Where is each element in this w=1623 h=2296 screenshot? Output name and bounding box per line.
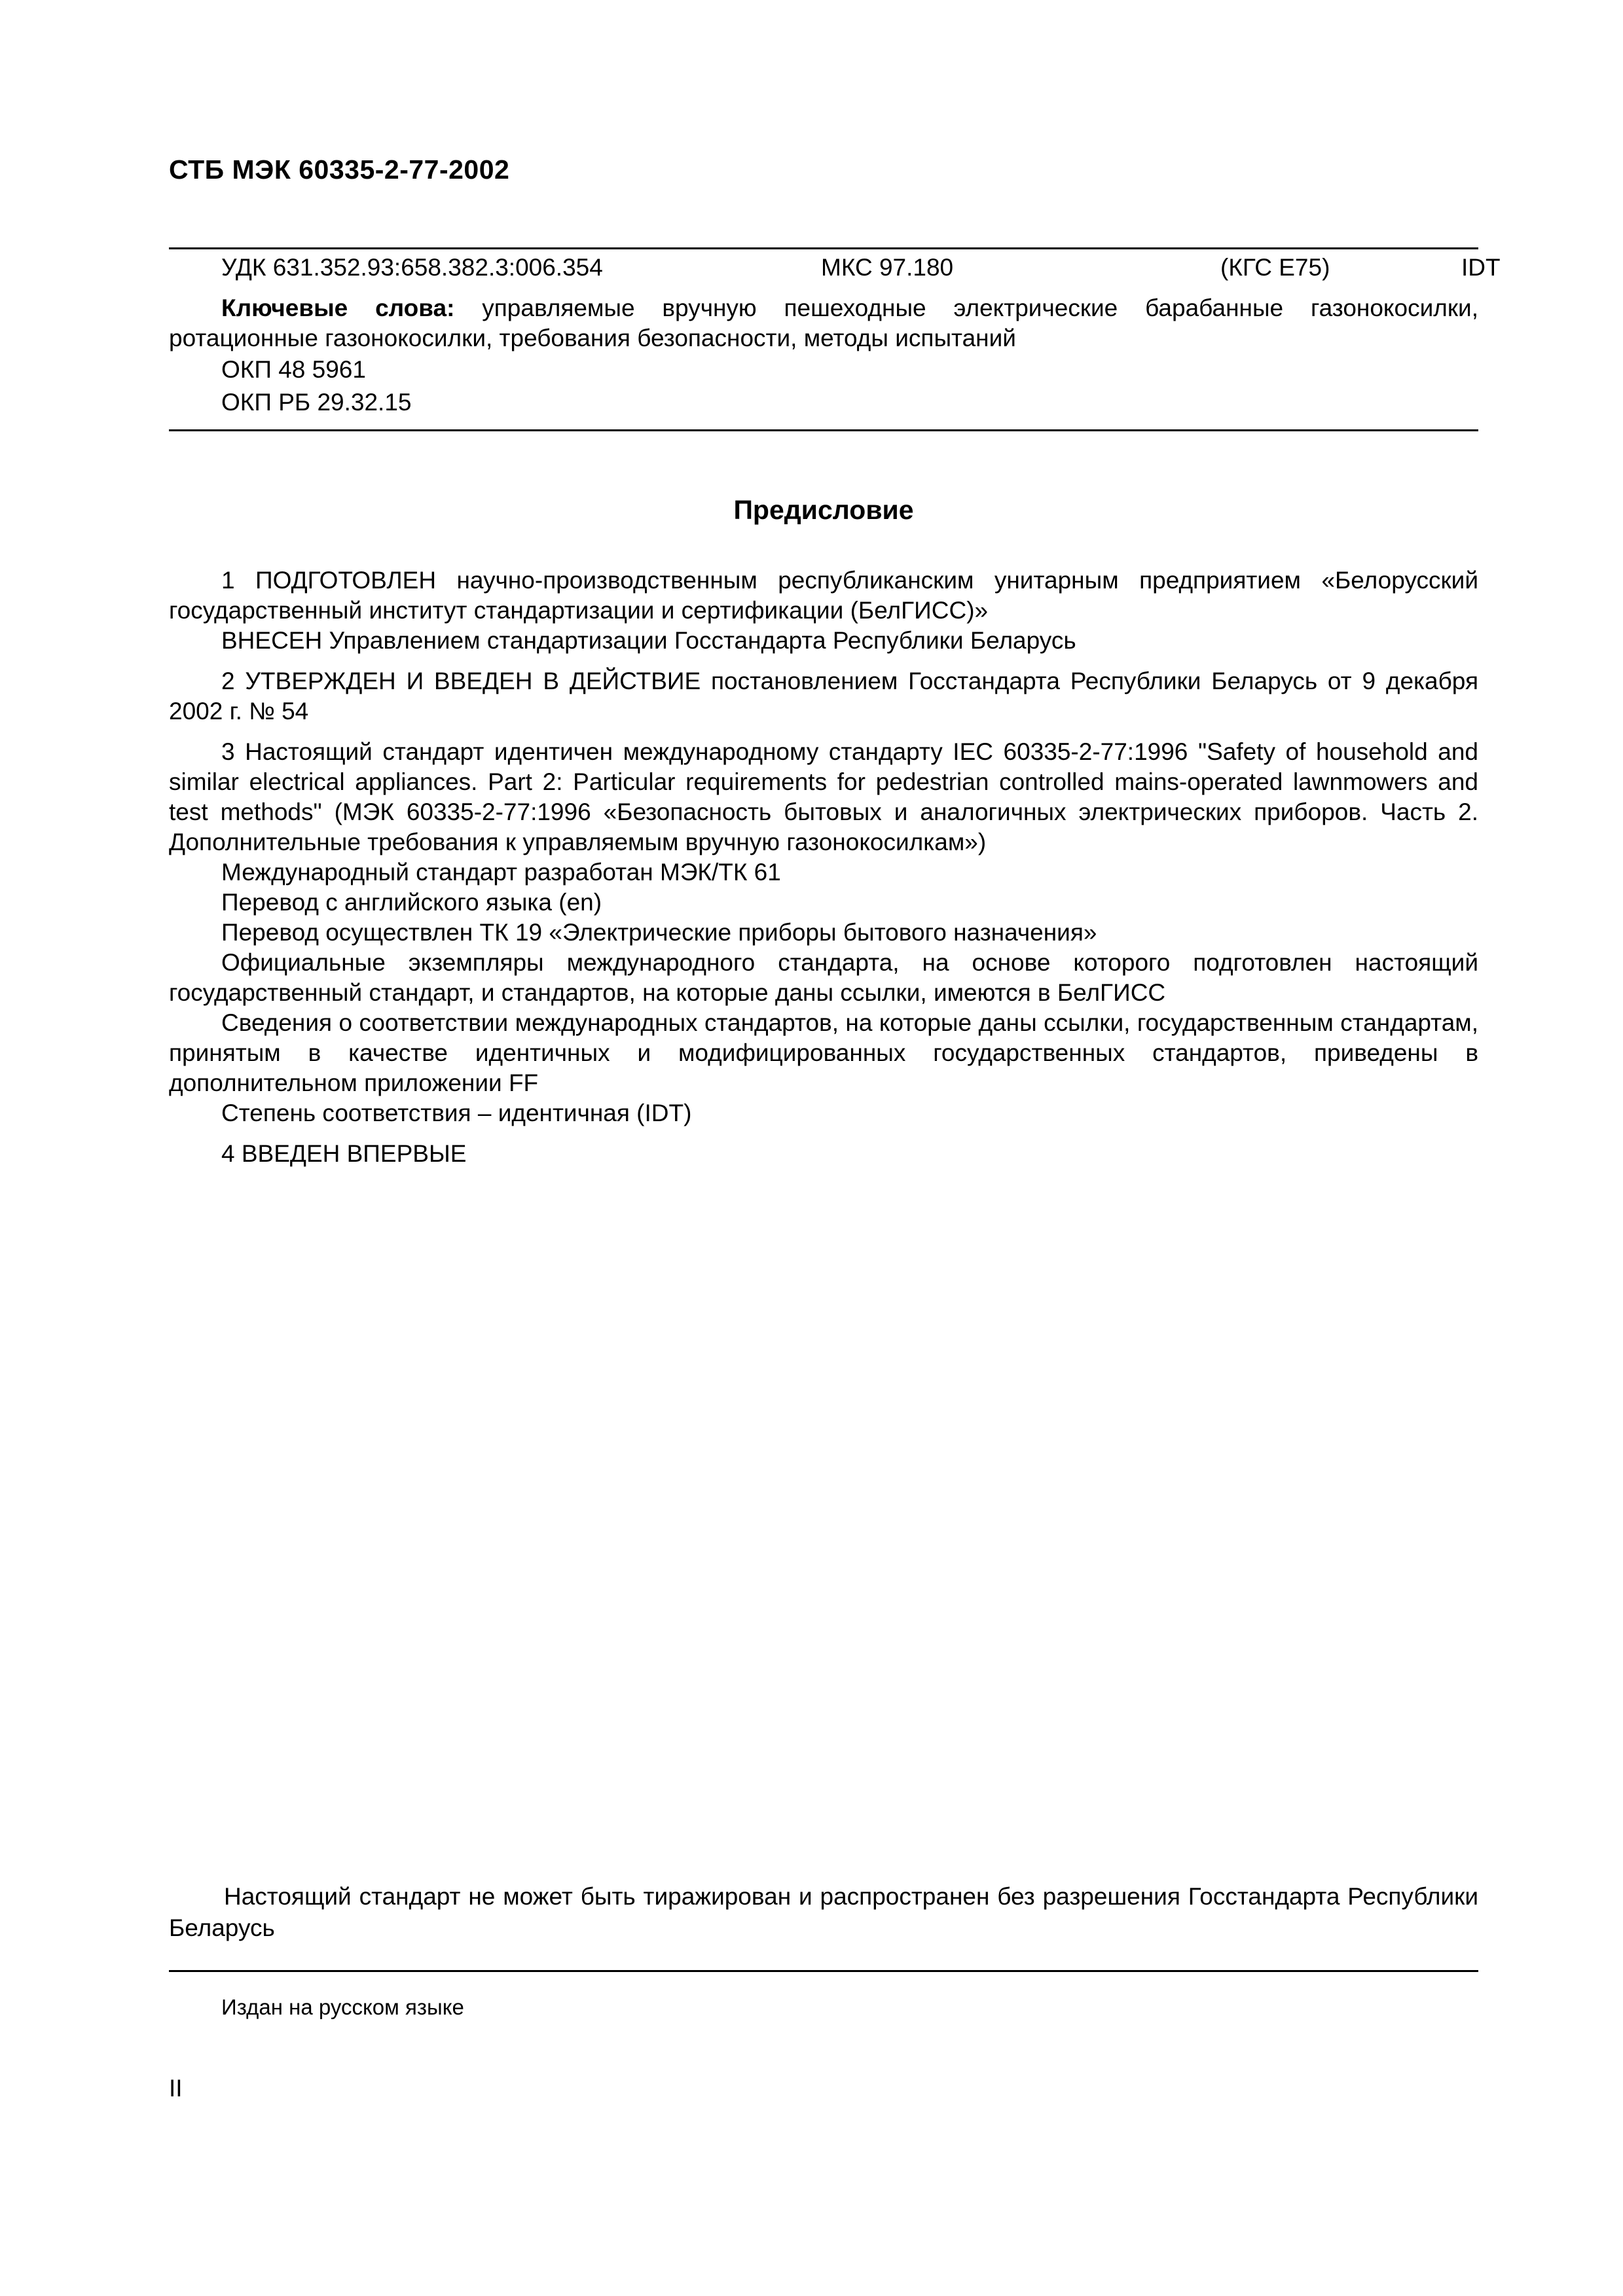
foreword-item-2: 2 УТВЕРЖДЕН И ВВЕДЕН В ДЕЙСТВИЕ постановлением Госстандарта Республики Беларусь от 9 декабря 2002 г. № 54 — [169, 668, 1478, 725]
foreword-item-3-developer: Международный стандарт разработан МЭК/ТК 61 — [221, 859, 781, 886]
kgs-code: (КГС Е75) — [1220, 254, 1330, 281]
udk-code: УДК 631.352.93:658.382.3:006.354 — [221, 254, 603, 281]
okp-code: ОКП 48 5961 — [221, 356, 366, 383]
keywords — [169, 293, 1478, 353]
document-page — [169, 0, 1501, 2296]
publication-language: Издан на русском языке — [221, 1995, 464, 2019]
foreword-item-3-references: Сведения о соответствии международных стандартов, на которые даны ссылки, государственным стандартам, принятым в качестве идентичных и модифицированных государственных стандартов, приведены в дополнительном приложении FF — [169, 1009, 1478, 1096]
foreword-title: Предисловие — [733, 495, 914, 525]
reproduction-notice: Настоящий стандарт не может быть тиражирован и распространен без разрешения Госстандарта Республики Беларусь — [169, 1883, 1478, 1941]
foreword-item-3-translation: Перевод с английского языка (en) — [221, 889, 602, 916]
footer-rule — [169, 1970, 1478, 1972]
document-code: СТБ МЭК 60335-2-77-2002 — [169, 154, 510, 185]
okp-rb-code: ОКП РБ 29.32.15 — [221, 389, 412, 416]
foreword-item-3-official-copies: Официальные экземпляры международного стандарта, на основе которого подготовлен настоящий государственный стандарт, и стандартов, на которые даны ссылки, имеются в БелГИСС — [169, 949, 1478, 1006]
idt-code: IDT — [1461, 254, 1501, 281]
foreword-item-1: 1 ПОДГОТОВЛЕН научно-производственным республиканским унитарным предприятием «Белорусский государственный институт стандартизации и сертификации (БелГИСС)» — [169, 567, 1478, 624]
foreword-item-3: 3 Настоящий стандарт идентичен международному стандарту IEC 60335-2-77:1996 "Safety of household and similar electrical appliances. Part 2: Particular requirements for pedestrian controlled mains-operated lawnmowers and test methods" (МЭК 60335-2-77:1996 «Безопасность бытовых и аналогичных электрических приборов. Часть 2. Дополнительные требования к управляемым вручную газонокосилкам») — [169, 738, 1478, 855]
foreword-body — [169, 565, 1478, 1169]
keywords-text: управляемые вручную пешеходные электрические барабанные газонокосилки, ротационные газонокосилки, требования безопасности, методы испытаний — [169, 295, 1478, 351]
page-number: II — [169, 2075, 183, 2102]
classification-line — [221, 254, 1501, 284]
classification-bottom-rule — [169, 429, 1478, 431]
foreword-item-3-conformity: Степень соответствия – идентичная (IDT) — [221, 1100, 692, 1126]
mks-code: МКС 97.180 — [821, 254, 954, 281]
keywords-label: Ключевые слова: — [221, 295, 455, 321]
foreword-item-1-introduced: ВНЕСЕН Управлением стандартизации Госстандарта Республики Беларусь — [221, 627, 1076, 654]
foreword-item-4: 4 ВВЕДЕН ВПЕРВЫЕ — [221, 1140, 467, 1167]
top-rule — [169, 247, 1478, 249]
foreword-item-3-translator: Перевод осуществлен ТК 19 «Электрические приборы бытового назначения» — [221, 919, 1097, 946]
